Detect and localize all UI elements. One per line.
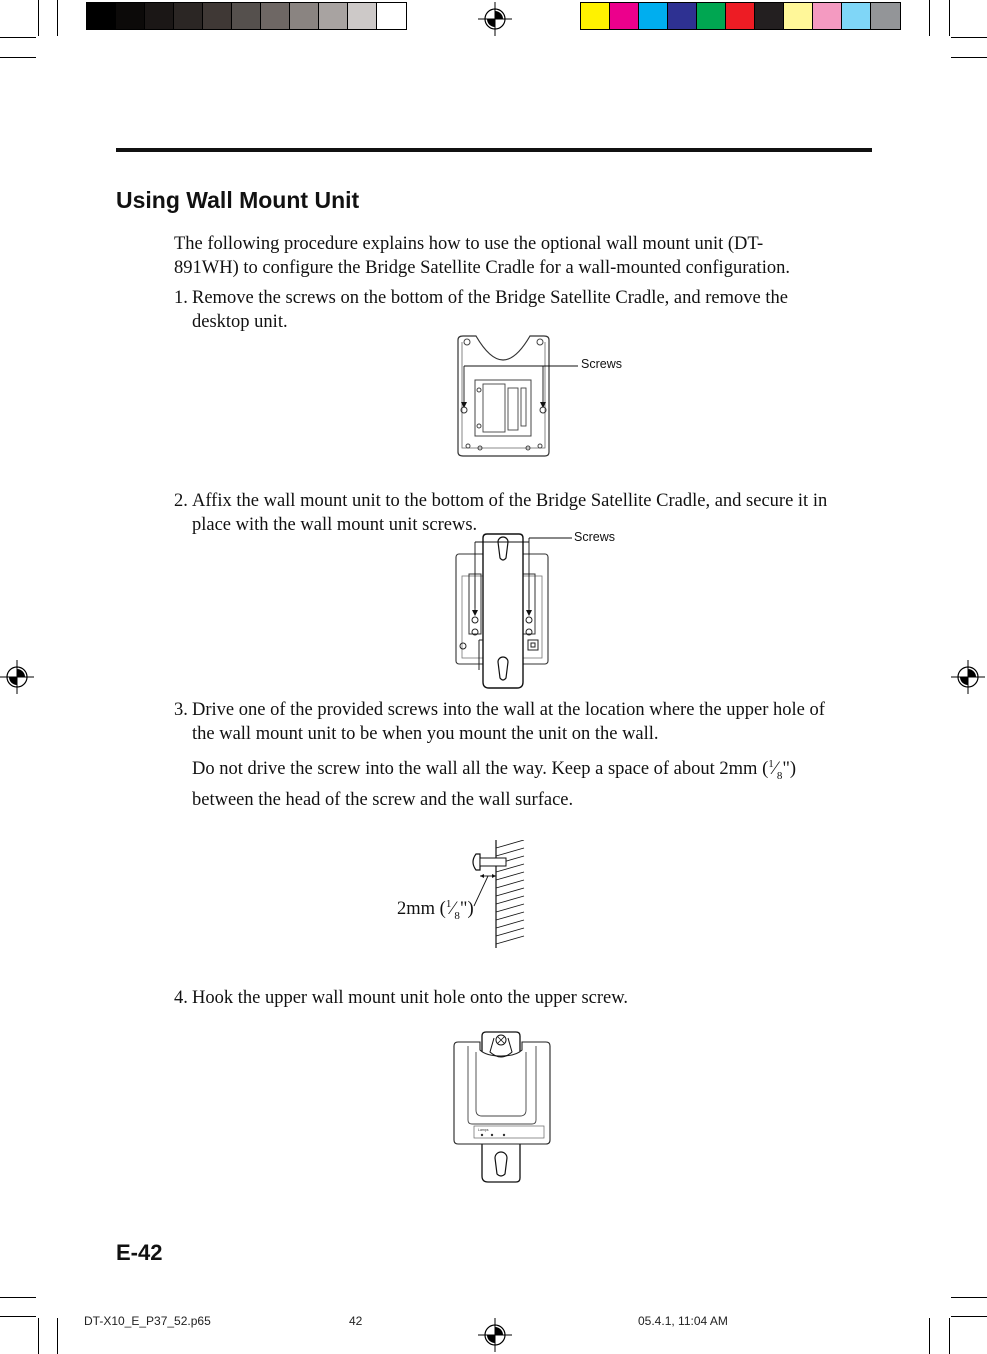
dimension-text-a: 2mm ( xyxy=(397,899,446,920)
step-3-line-2: the wall mount unit to be when you mount the unit on the wall. xyxy=(192,724,659,744)
step-4-text xyxy=(192,986,628,1010)
step-3-text xyxy=(192,698,825,746)
step-3-note xyxy=(192,752,796,812)
step-1-line-1: Remove the screws on the bottom of the Bridge Satellite Cradle, and remove the xyxy=(192,288,788,308)
fraction-numerator: 1 xyxy=(768,758,774,770)
gray-swatch xyxy=(174,3,203,29)
dimension-fraction-denominator: 8 xyxy=(454,909,460,922)
step-1-text xyxy=(192,286,788,334)
intro-line-1: The following procedure explains how to use the optional wall mount unit (DT- xyxy=(174,234,764,254)
registration-mark-bottom xyxy=(478,1318,512,1352)
section-title: Using Wall Mount Unit xyxy=(116,187,360,213)
step-3-number: 3. xyxy=(174,700,188,720)
step-4-line-1: Hook the upper wall mount unit hole onto the upper screw. xyxy=(192,988,629,1008)
gray-swatch xyxy=(145,3,174,29)
slug-file-name: DT-X10_E_P37_52.p65 xyxy=(84,1314,211,1328)
color-swatch xyxy=(639,3,668,29)
figure-1-cradle-bottom xyxy=(450,332,640,464)
intro-line-2: 891WH) to configure the Bridge Satellite Cradle for a wall-mounted configuration. xyxy=(174,258,790,278)
step-1-line-2: desktop unit. xyxy=(192,312,288,332)
figure-3-dimension-label: 2mm $(^1⁄_8")$ xyxy=(397,898,474,922)
figure-3-screw-in-wall xyxy=(468,840,528,950)
step-1-number: 1. xyxy=(174,288,188,308)
figure-1-screws-callout: Screws xyxy=(581,357,622,371)
gray-swatch xyxy=(203,3,232,29)
step-4-number: 4. xyxy=(174,988,188,1008)
fraction-denominator: 8 xyxy=(776,769,783,782)
step-2-number: 2. xyxy=(174,491,188,511)
color-swatch xyxy=(610,3,639,29)
slug-date: 05.4.1, 11:04 AM xyxy=(638,1314,728,1328)
color-swatch xyxy=(668,3,697,29)
intro-paragraph xyxy=(174,232,790,280)
registration-mark-top xyxy=(478,2,512,36)
dimension-text-b: ") xyxy=(459,899,474,920)
color-swatch xyxy=(581,3,610,29)
color-swatch xyxy=(842,3,871,29)
gray-swatch xyxy=(261,3,290,29)
step-3-note-line-1: Do not drive the screw into the wall all the way. Keep a space of about 2mm $(^1⁄_8")$ xyxy=(192,758,797,782)
figure-2-screws-callout: Screws xyxy=(574,530,615,544)
status-lamp-labels: Lamps xyxy=(478,1128,489,1132)
dimension-fraction-numerator: 1 xyxy=(445,898,452,910)
color-swatch xyxy=(726,3,755,29)
gray-swatch xyxy=(232,3,261,29)
color-swatch xyxy=(784,3,813,29)
gray-swatch xyxy=(87,3,116,29)
color-swatch xyxy=(813,3,842,29)
gray-swatch xyxy=(116,3,145,29)
registration-mark-left xyxy=(0,660,34,694)
color-swatch xyxy=(871,3,900,29)
figure-2-wall-mount-attached xyxy=(452,530,572,692)
step-3-note-line-2: between the head of the screw and the wall surface. xyxy=(192,789,574,810)
color-swatch xyxy=(697,3,726,29)
note-text-b: ") xyxy=(782,759,797,780)
header-rule xyxy=(116,148,872,152)
color-swatch xyxy=(755,3,784,29)
gray-swatch xyxy=(290,3,319,29)
step-2-line-2: place with the wall mount unit screws. xyxy=(192,515,478,535)
figure-4-mounted-cradle xyxy=(450,1030,554,1184)
gray-swatch xyxy=(348,3,377,29)
step-2-line-1: Affix the wall mount unit to the bottom of the Bridge Satellite Cradle, and secure it in xyxy=(192,491,828,511)
step-3-line-1: Drive one of the provided screws into the wall at the location where the upper hole of xyxy=(192,700,825,720)
slug-page-number: 42 xyxy=(349,1314,363,1328)
gray-swatch xyxy=(319,3,348,29)
registration-mark-right xyxy=(951,660,985,694)
gray-swatch xyxy=(377,3,406,29)
page-number: E-42 xyxy=(116,1240,163,1265)
note-text-a: Do not drive the screw into the wall all the way. Keep a space of about 2mm ( xyxy=(192,759,769,780)
